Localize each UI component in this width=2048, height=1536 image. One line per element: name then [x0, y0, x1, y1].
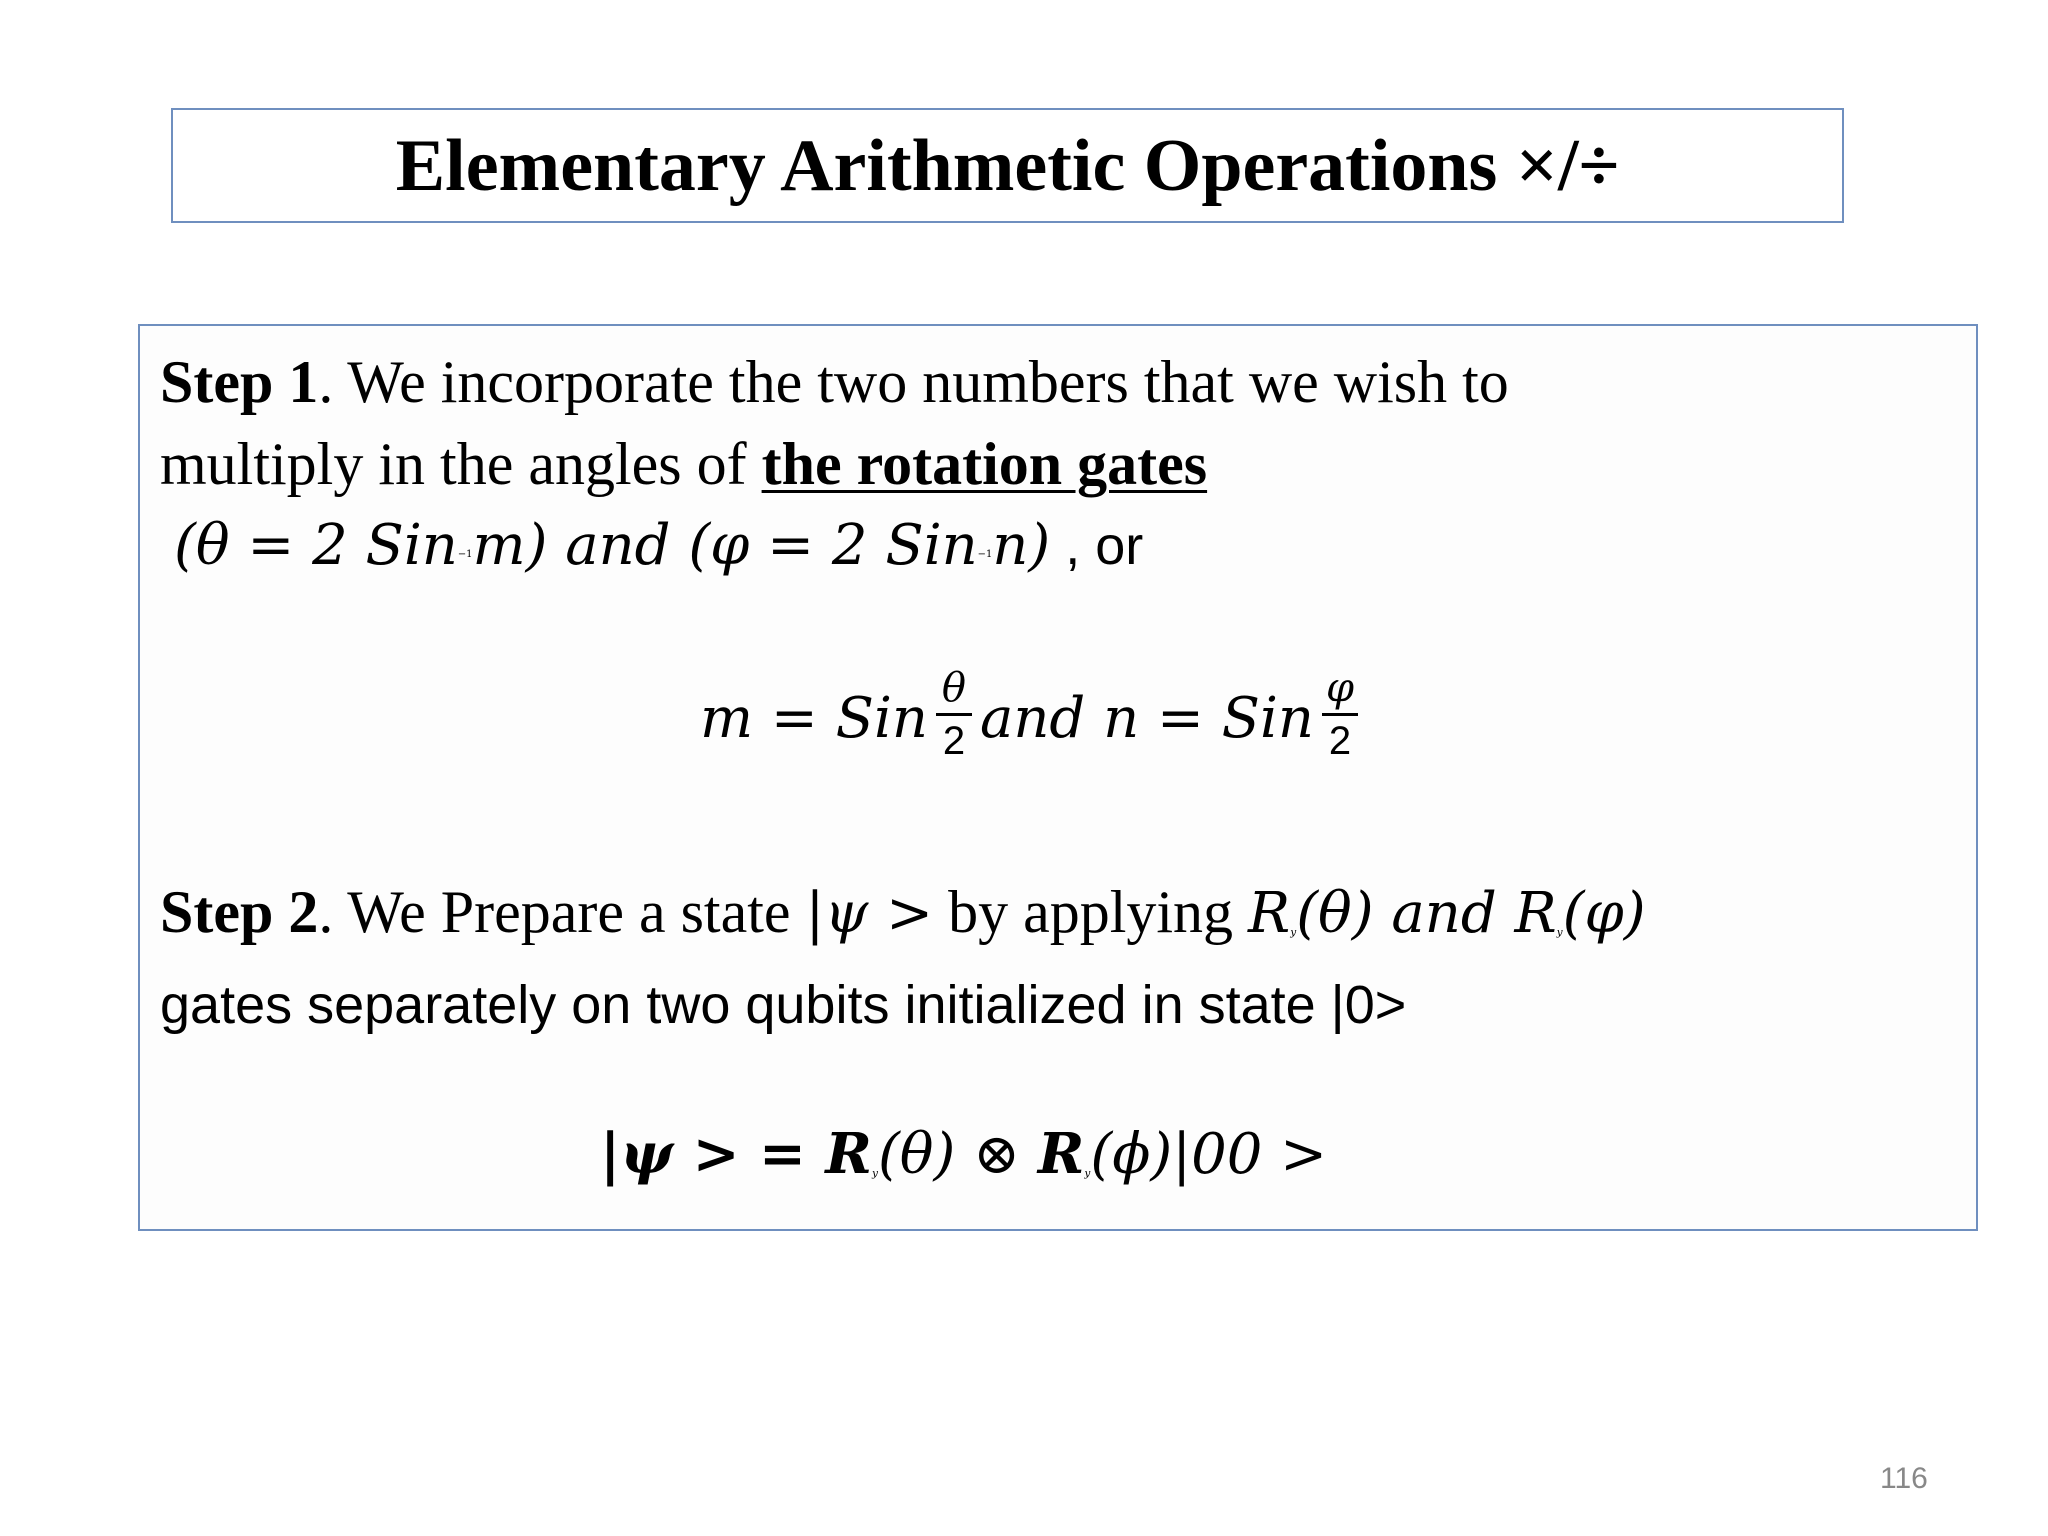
gate1-arg: (θ) and [1296, 881, 1515, 946]
frac2-bar [1322, 713, 1358, 716]
eq3-lhs: |ψ > = [600, 1121, 826, 1187]
step2-label: Step 2 [160, 879, 319, 945]
eq2-n-part: and n = Sin [979, 685, 1314, 751]
step2-text-b: by applying [933, 879, 1249, 945]
eq3-r1-arg: (θ) ⊗ [877, 1122, 1038, 1187]
rotation-gates-emphasis: the rotation gates [761, 431, 1208, 497]
step1-line2 [160, 431, 1208, 497]
gate2-arg: (φ) [1562, 881, 1646, 946]
eq3-r1-sub: y [871, 1167, 878, 1180]
eq-n-part: n) [992, 513, 1051, 578]
eq-phi-part: m) and (φ = 2 Sin [472, 513, 978, 578]
gate2-sub: y [1556, 926, 1563, 939]
frac2-numerator: φ [1325, 665, 1354, 711]
eq3-r2-arg: (ϕ)|00 > [1090, 1122, 1328, 1187]
fraction-phi-over-2 [1322, 667, 1358, 762]
eq-or: , or [1050, 516, 1144, 576]
eq3-r1: R [825, 1121, 872, 1187]
eq-theta-part: (θ = 2 Sin [174, 513, 458, 578]
frac2-denominator: 2 [1328, 719, 1352, 763]
step1-text-a: . We incorporate the two numbers that we wish to [318, 349, 1509, 415]
eq3-r2-sub: y [1084, 1167, 1091, 1180]
gate1-sub: y [1290, 926, 1297, 939]
content-box [138, 324, 1978, 1231]
title-box [171, 108, 1844, 223]
frac1-numerator: θ [941, 665, 967, 711]
eq-exp-1: −1 [457, 549, 473, 561]
step2-ket-psi: |ψ > [805, 881, 934, 946]
step2-state-equation [600, 1121, 1328, 1187]
step1-sin-equation [700, 665, 1366, 766]
eq2-m-part: m = Sin [700, 685, 928, 751]
step1-text-b: multiply in the angles of [160, 431, 762, 497]
eq-exp-2: −1 [977, 549, 993, 561]
step2-text-a: . We Prepare a state [318, 879, 806, 945]
step1-line1 [160, 349, 1509, 415]
step1-label: Step 1 [160, 349, 319, 415]
step2-line1 [160, 879, 1646, 946]
gate1-r: R [1248, 881, 1291, 946]
page-number: 116 [1880, 1462, 1928, 1495]
frac1-denominator: 2 [942, 719, 966, 763]
slide-title: Elementary Arithmetic Operations ×/÷ [395, 124, 1620, 207]
step1-angle-equation [174, 513, 1144, 578]
gate2-r: R [1514, 881, 1557, 946]
fraction-theta-over-2 [936, 667, 972, 762]
frac1-bar [936, 713, 972, 716]
eq3-r2: R [1037, 1121, 1085, 1187]
step2-line2: gates separately on two qubits initialized in state |0> [160, 975, 1407, 1035]
